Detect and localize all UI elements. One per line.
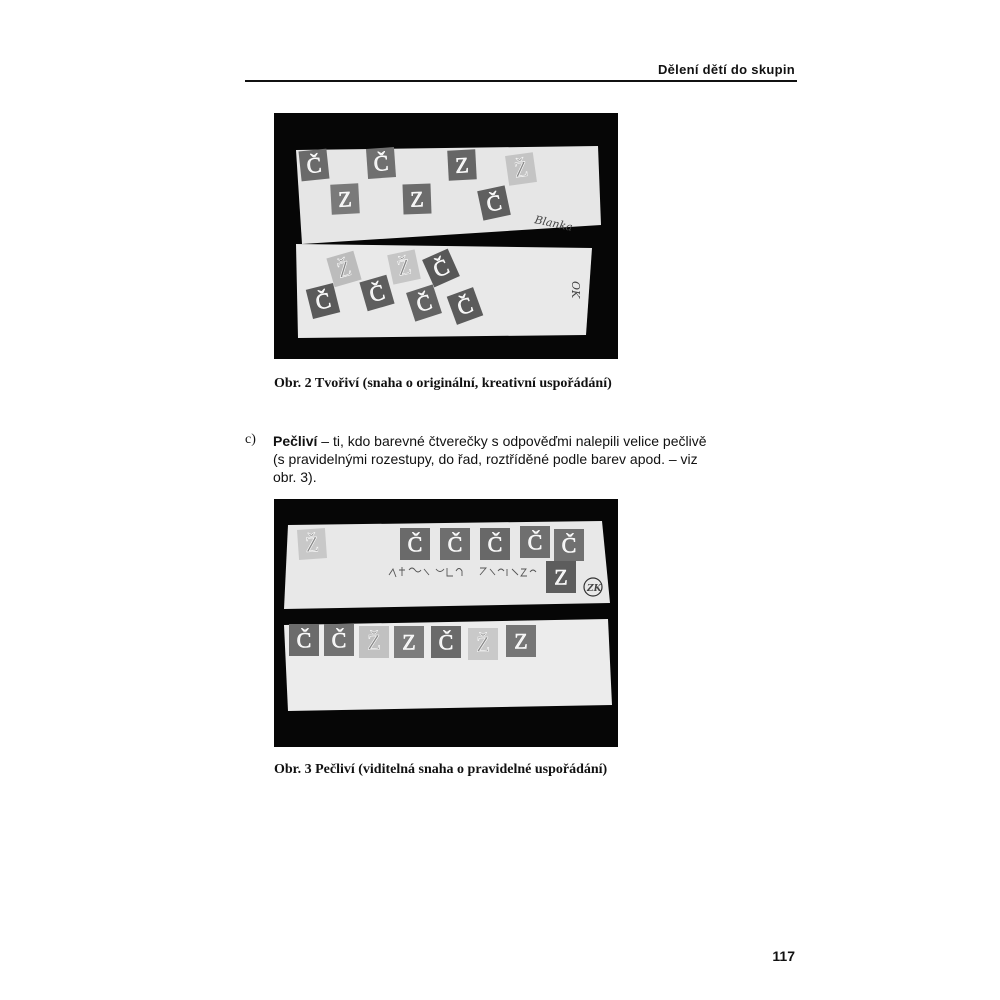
svg-text:Č: Č [296,627,312,653]
tile [546,561,576,593]
svg-text:Ž: Ž [334,255,354,283]
page-number: 117 [772,948,795,964]
svg-text:Č: Č [331,627,347,653]
svg-text:Z: Z [514,628,528,654]
tile [468,628,498,660]
tile [330,183,360,214]
svg-text:Ž: Ž [367,629,381,655]
svg-text:Č: Č [407,531,423,557]
tile [366,147,396,179]
figure-3-caption: Obr. 3 Pečliví (viditelná snaha o pravidelné uspořádání) [274,762,608,777]
tile [324,624,354,656]
initials: ZK [587,584,602,594]
svg-text:Ž: Ž [476,631,490,657]
svg-text:Č: Č [438,629,454,655]
svg-text:Č: Č [413,288,435,318]
svg-text:Z: Z [409,186,425,212]
figure-3-photo [274,499,618,747]
section-title: Dělení dětí do skupin [657,62,795,77]
tile [299,149,330,182]
svg-text:Č: Č [484,189,504,217]
tile [297,528,327,560]
figure-2-image [274,113,618,359]
tile [447,149,477,180]
svg-text:Z: Z [402,629,416,655]
list-marker: c) [245,432,256,447]
term: Pečliví [273,433,318,449]
tile [480,528,510,560]
tile [402,184,431,215]
figure-3-image [274,499,618,747]
svg-text:Č: Č [487,531,503,557]
header-rule [245,80,797,82]
tile [394,626,424,658]
svg-text:Č: Č [453,291,477,321]
tile [400,528,430,560]
signature: Blanka [533,213,574,234]
tile [506,625,536,657]
tile [505,152,537,186]
svg-text:Č: Č [372,150,390,176]
tile [289,624,319,656]
svg-text:Ž: Ž [512,155,530,183]
svg-text:Z: Z [454,152,470,178]
svg-text:Č: Č [366,278,388,308]
svg-text:Č: Č [561,532,577,558]
definition: – ti, kdo barevné čtverečky s odpověďmi nalepili velice pečlivě (s pravidelnými rozestupy, do řad, roztříděné podle barev apod. – viz obr. 3). [273,433,707,485]
tile [431,626,461,658]
list-item-text [273,432,713,486]
tile [554,529,584,561]
tile [440,528,470,560]
figure-2-photo [274,113,618,359]
svg-text:Č: Č [429,253,453,283]
tile [359,626,389,658]
initials: OK [569,281,582,299]
svg-text:Č: Č [527,529,543,555]
svg-text:Ž: Ž [394,253,414,281]
svg-text:Ž: Ž [304,531,320,557]
svg-text:Z: Z [554,564,568,590]
svg-text:Č: Č [447,531,463,557]
figure-2-caption: Obr. 2 Tvořiví (snaha o originální, kreativní uspořádání) [274,376,612,391]
svg-text:Č: Č [305,151,323,179]
tile [520,526,550,558]
svg-text:Z: Z [337,186,353,212]
svg-text:Č: Č [312,287,334,315]
